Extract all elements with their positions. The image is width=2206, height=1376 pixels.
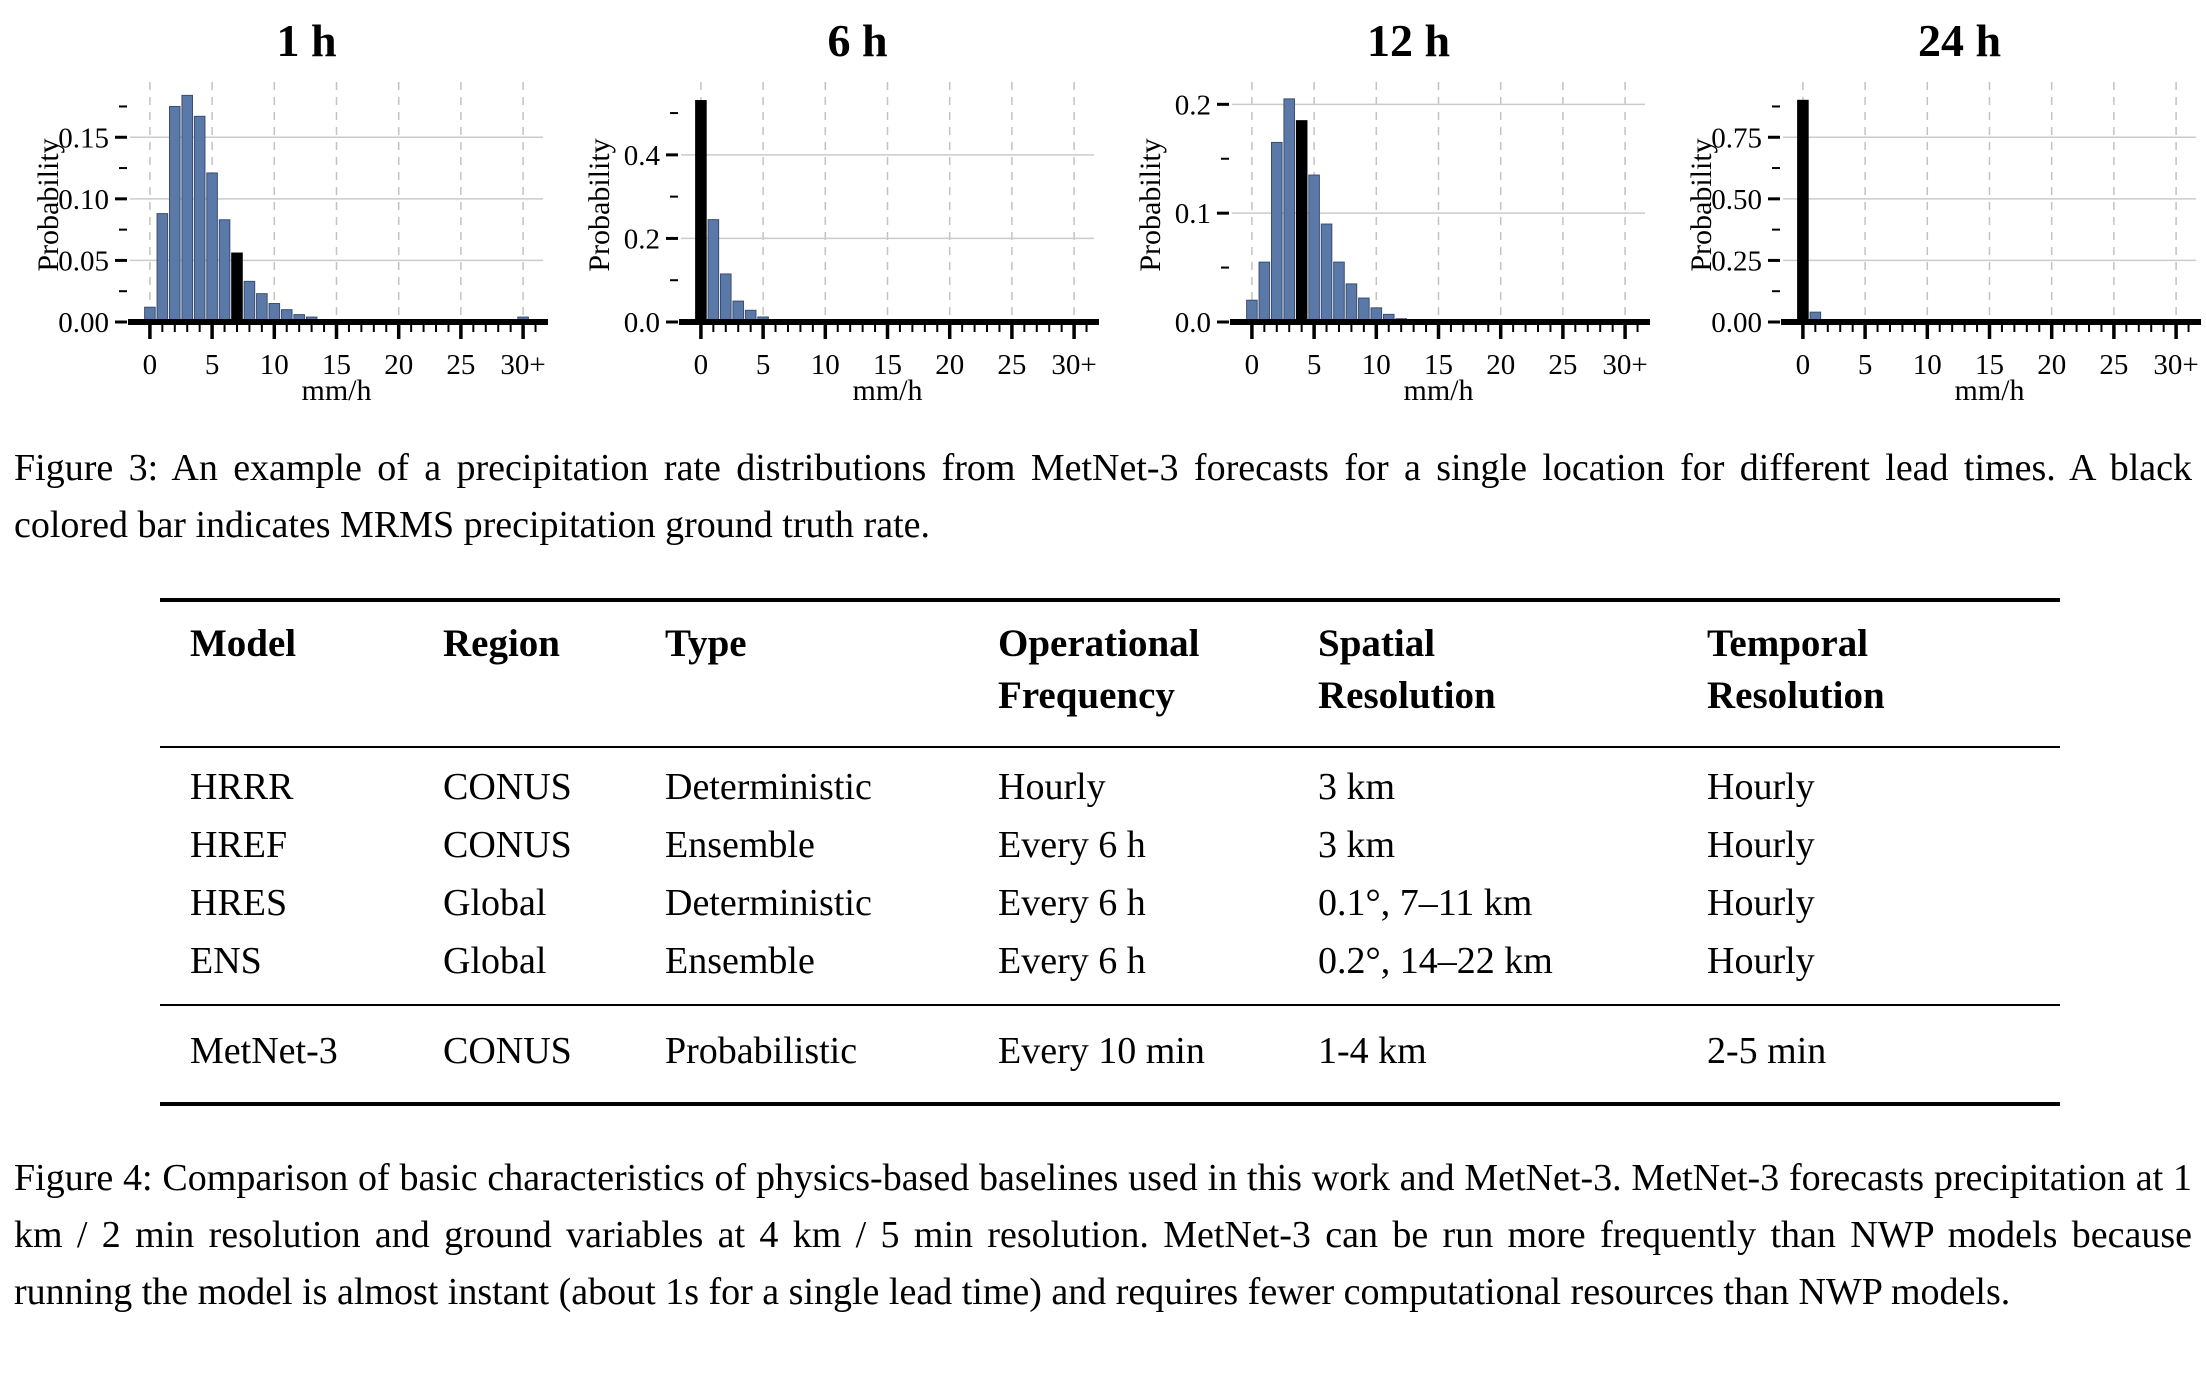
table-cell: CONUS: [443, 824, 572, 866]
x-tick-label: 30+: [500, 349, 546, 381]
y-tick-label: 0.15: [58, 122, 109, 155]
table-cell: Hourly: [1707, 766, 1815, 808]
table-cell: MetNet-3: [190, 1030, 338, 1072]
y-tick-label: 0.50: [1711, 183, 1762, 216]
histogram-24h: [1653, 4, 2204, 408]
table-column-header: Spatial Resolution: [1318, 622, 1496, 717]
y-tick-label: 0.1: [1174, 198, 1211, 231]
table-row-metnet3: [160, 1005, 2060, 1104]
x-axis-label: mm/h: [1954, 374, 2025, 407]
x-tick-label: 25: [2099, 349, 2129, 381]
table-cell: Global: [443, 882, 547, 924]
y-axis-label: Probability: [1685, 138, 1718, 272]
x-tick-label: 15: [1424, 349, 1453, 381]
table-row: [160, 932, 2060, 1005]
table-row: [160, 747, 2060, 816]
table-cell: Every 10 min: [998, 1030, 1205, 1072]
y-axis-label: Probability: [583, 138, 616, 272]
figure3-charts: [0, 4, 2206, 408]
table-row: [160, 816, 2060, 874]
x-tick-label: 30+: [1602, 349, 1648, 381]
table-column-header: Model: [190, 622, 297, 665]
x-tick-label: 20: [935, 349, 965, 381]
x-tick-label: 10: [1361, 349, 1391, 381]
table-cell: Hourly: [1707, 824, 1815, 866]
table-column-header: Type: [665, 622, 747, 665]
table-metnet-section: [160, 1005, 2060, 1104]
table-cell: HREF: [190, 824, 288, 866]
x-tick-label: 5: [1306, 349, 1322, 381]
y-tick-label: 0.0: [1174, 307, 1211, 339]
table-cell: ENS: [190, 940, 262, 982]
y-tick-label: 0.25: [1711, 245, 1762, 278]
table-cell: 0.1°, 7–11 km: [1318, 882, 1533, 924]
table-cell: 3 km: [1318, 824, 1396, 866]
x-tick-label: 10: [259, 349, 289, 381]
table-cell: HRRR: [190, 766, 294, 808]
y-tick-label: 0.0: [623, 307, 660, 339]
y-tick-label: 0.4: [623, 139, 660, 172]
x-axis-label: mm/h: [1403, 374, 1474, 407]
x-tick-label: 30+: [1051, 349, 1097, 381]
table-cell: 2-5 min: [1707, 1030, 1827, 1072]
table-cell: Ensemble: [665, 940, 815, 982]
x-tick-label: 0: [1795, 349, 1811, 381]
figure3-caption: Figure 3: An example of a precipitation rate distributions from MetNet-3 forecasts for a single location for different lead times. A black colored bar indicates MRMS precipitation ground truth rate.: [14, 447, 2192, 546]
x-tick-label: 20: [384, 349, 414, 381]
histogram-panel-12h: [1102, 4, 1653, 408]
chart-title: 24 h: [1917, 15, 2002, 66]
x-axis-label: mm/h: [301, 374, 372, 407]
table-cell: Hourly: [998, 766, 1106, 808]
chart-title: 1 h: [276, 15, 337, 66]
x-axis-label: mm/h: [852, 374, 923, 407]
histogram-panel-6h: [551, 4, 1102, 408]
x-tick-label: 5: [1857, 349, 1873, 381]
table-cell: Hourly: [1707, 940, 1815, 982]
x-tick-label: 5: [204, 349, 220, 381]
table-cell: Hourly: [1707, 882, 1815, 924]
table-cell: 0.2°, 14–22 km: [1318, 940, 1553, 982]
y-tick-label: 0.00: [1711, 307, 1762, 339]
table-cell: Deterministic: [665, 882, 872, 924]
table-cell: Ensemble: [665, 824, 815, 866]
x-tick-label: 0: [142, 349, 158, 381]
y-tick-label: 0.05: [58, 245, 109, 278]
y-tick-label: 0.10: [58, 183, 109, 216]
histogram-1h: [0, 4, 551, 408]
y-tick-label: 0.2: [623, 223, 660, 256]
figure4-caption: Figure 4: Comparison of basic characteristics of physics-based baselines used in this work and MetNet-3. MetNet-3 forecasts precipitation at 1 km / 2 min resolution and ground variables at 4 km / 5 min resolution. MetNet-3 can be run more frequently than NWP models because running the model is almost instant (about 1s for a single lead time) and requires fewer computational resources than NWP models.: [14, 1157, 2192, 1313]
x-tick-label: 15: [322, 349, 351, 381]
y-tick-label: 0.2: [1174, 89, 1211, 122]
table-header: [160, 600, 2060, 747]
table-cell: 3 km: [1318, 766, 1396, 808]
table-column-header: Temporal Resolution: [1707, 622, 1885, 717]
table-cell: Every 6 h: [998, 824, 1146, 866]
table-cell: Deterministic: [665, 766, 872, 808]
table-cell: Global: [443, 940, 547, 982]
x-tick-label: 25: [446, 349, 476, 381]
table-cell: Probabilistic: [665, 1030, 858, 1072]
chart-title: 6 h: [827, 15, 888, 66]
x-tick-label: 5: [755, 349, 771, 381]
histogram-6h: [551, 4, 1102, 408]
y-axis-label: Probability: [1134, 138, 1167, 272]
table-cell: CONUS: [443, 1030, 572, 1072]
x-tick-label: 10: [810, 349, 840, 381]
x-tick-label: 15: [1975, 349, 2004, 381]
x-tick-label: 25: [997, 349, 1027, 381]
x-tick-label: 30+: [2153, 349, 2199, 381]
table-cell: Every 6 h: [998, 882, 1146, 924]
x-tick-label: 25: [1548, 349, 1578, 381]
y-tick-label: 0.75: [1711, 122, 1762, 155]
x-tick-label: 10: [1912, 349, 1942, 381]
chart-title: 12 h: [1366, 15, 1451, 66]
y-axis-label: Probability: [32, 138, 65, 272]
table-column-header: Operational Frequency: [998, 622, 1200, 717]
table-cell: 1-4 km: [1318, 1030, 1427, 1072]
x-tick-label: 20: [1486, 349, 1516, 381]
histogram-panel-24h: [1653, 4, 2204, 408]
table-cell: Every 6 h: [998, 940, 1146, 982]
table-cell: CONUS: [443, 766, 572, 808]
y-tick-label: 0.00: [58, 307, 109, 339]
table-body: [160, 747, 2060, 1005]
table-row: [160, 874, 2060, 932]
table-cell: HRES: [190, 882, 288, 924]
x-tick-label: 0: [693, 349, 709, 381]
histogram-panel-1h: [0, 4, 551, 408]
x-tick-label: 20: [2037, 349, 2067, 381]
histogram-12h: [1102, 4, 1653, 408]
x-tick-label: 0: [1244, 349, 1260, 381]
figure4-table: [160, 598, 2060, 1106]
x-tick-label: 15: [873, 349, 902, 381]
table-column-header: Region: [443, 622, 560, 665]
